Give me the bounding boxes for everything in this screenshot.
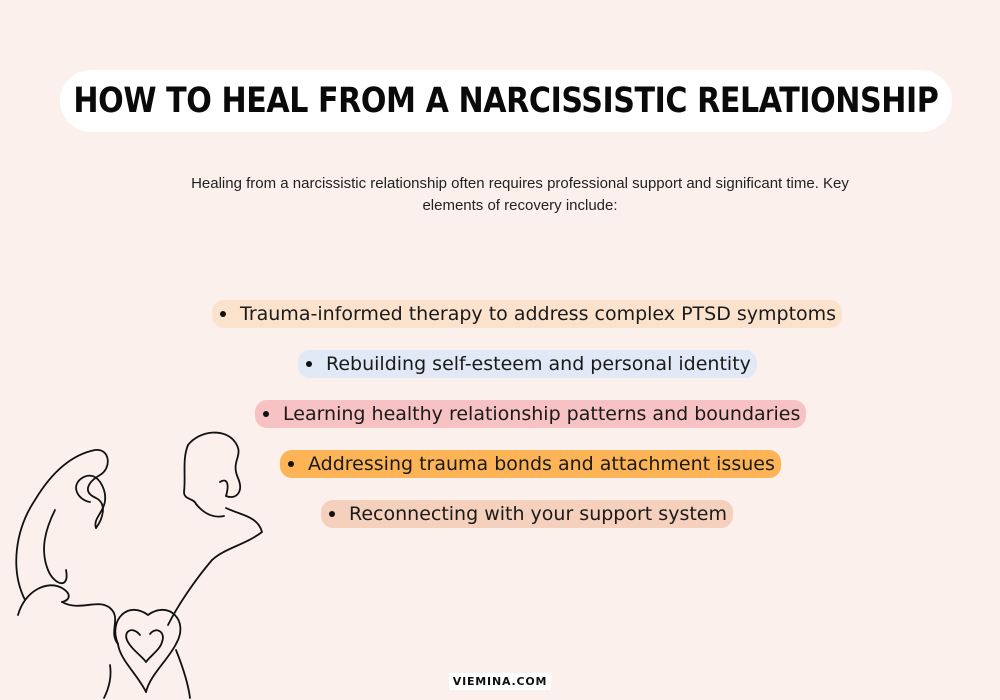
list-item — [280, 450, 781, 478]
title-pill — [60, 70, 952, 132]
list-item — [321, 500, 733, 528]
bullet-icon — [306, 361, 312, 367]
list-item-label: Learning healthy relationship patterns and boundaries — [283, 403, 801, 425]
list-item-label: Addressing trauma bonds and attachment issues — [308, 453, 775, 475]
couple-heart-line-art-icon — [0, 420, 290, 700]
bullet-icon — [263, 411, 269, 417]
list-item-label: Trauma-informed therapy to address complex PTSD symptoms — [240, 303, 837, 325]
list-item — [298, 350, 757, 378]
list-item-label: Reconnecting with your support system — [349, 503, 727, 525]
list-item — [212, 300, 842, 328]
bullet-icon — [220, 311, 226, 317]
list-item-label: Rebuilding self-esteem and personal identity — [326, 353, 751, 375]
footer — [0, 673, 1000, 690]
list-item — [255, 400, 806, 428]
intro-paragraph: Healing from a narcissistic relationship often requires professional support and significant time. Key elements of recovery include: — [191, 175, 849, 214]
page-title: HOW TO HEAL FROM A NARCISSISTIC RELATIONSHIP — [73, 81, 939, 121]
bullet-icon — [329, 511, 335, 517]
site-url: VIEMINA.COM — [449, 673, 551, 690]
